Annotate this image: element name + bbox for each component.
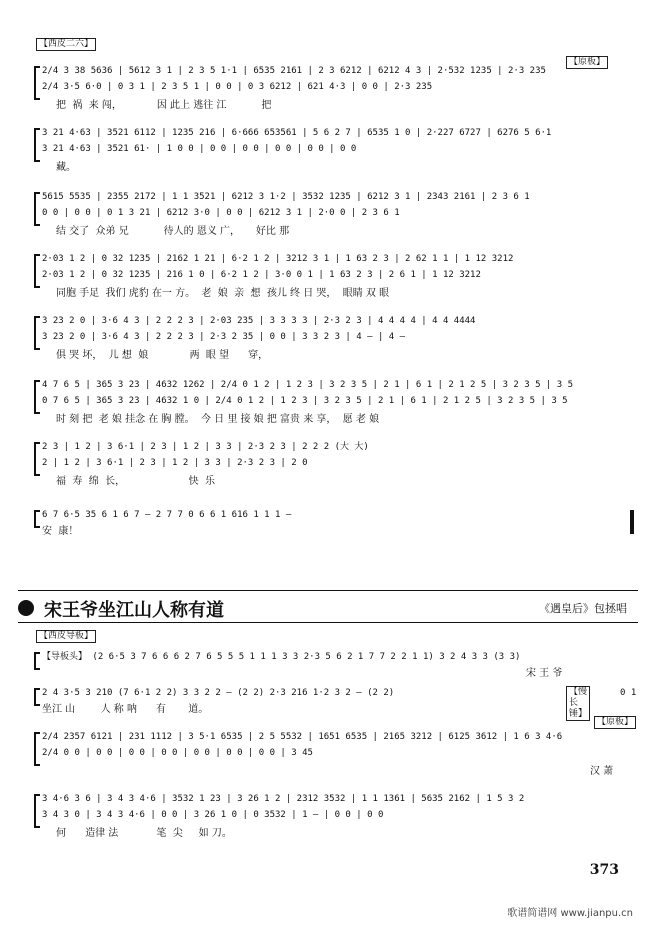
lyrics: 福 寿 绵 长， 快 乐	[56, 476, 216, 487]
lower-staff: 2·03 1 2 | 0 32 1235 | 216 1 0 | 6·2 1 2 | 3·0 0 1 | 1 63 2 3 | 2 6 1 | 1 12 3212	[42, 270, 481, 280]
guard-label: 【慢长锤】	[566, 686, 590, 721]
lyrics: 汉 萧	[590, 766, 614, 777]
lower-staff: 3 21 4·63 | 3521 61· | 1 0 0 | 0 0 | 0 0 | 0 0 | 0 0 | 0 0	[42, 144, 357, 154]
lyrics: 宋 王 爷	[526, 668, 563, 679]
upper-staff: 2·03 1 2 | 0 32 1235 | 2162 1 21 | 6·2 1 2 | 3212 3 1 | 1 63 2 3 | 2 62 1 1 | 1 12 3212	[42, 254, 514, 264]
lower-staff: 2 | 1 2 | 3 6·1 | 2 3 | 1 2 | 3 3 | 2·3 2 3 | 2 0	[42, 458, 308, 468]
lower-staff: 0 1	[620, 688, 637, 698]
lyrics: 结 交了 众弟 兄 待人的 恩义 广， 好比 那	[56, 226, 290, 237]
upper-staff: 3 23 2 0 | 3·6 4 3 | 2 2 2 3 | 2·03 235 | 3 3 3 3 | 2·3 2 3 | 4 4 4 4 | 4 4 4444	[42, 316, 476, 326]
lyrics: 俱 哭 坏， 儿 想 娘 两 眼 望 穿，	[56, 350, 269, 361]
section-label: 【西皮二六】	[36, 38, 96, 51]
upper-staff: 2 3 | 1 2 | 3 6·1 | 2 3 | 1 2 | 3 3 | 2·3 2 3 | 2 2 2 (大 大)	[42, 442, 369, 452]
lyrics: 何 造律 法 笔 尖 如 刀。	[56, 828, 232, 839]
upper-staff: 3 21 4·63 | 3521 6112 | 1235 216 | 6·666 653561 | 5 6 2 7 | 6535 1 0 | 2·227 6727 | 6276 5 6·1	[42, 128, 552, 138]
tempo-label: 【原板】	[594, 716, 636, 729]
upper-staff: 2 4 3·5 3 210 (7 6·1 2 2) 3 3 2 2 — (2 2) 2·3 216 1·2 3 2 — (2 2)	[42, 688, 395, 698]
lower-staff: 0 0 | 0 0 | 0 1 3 21 | 6212 3·0 | 0 0 | 6212 3 1 | 2·0 0 | 2 3 6 1	[42, 208, 400, 218]
lyrics: 藏。	[56, 162, 76, 173]
lyrics: 时 刻 把 老 娘 挂念 在 胸 膛。 今 日 里 接 娘 把 富贵 来 享， 愿 老 娘	[56, 414, 380, 425]
lower-staff: 2/4 3·5 6·0 | 0 3 1 | 2 3 5 1 | 0 0 | 0 3 6212 | 621 4·3 | 0 0 | 2·3 235	[42, 82, 433, 92]
watermark: 歌谱简谱网 www.jianpu.cn	[507, 908, 633, 919]
song-source: 《遇皇后》包拯唱	[539, 602, 627, 615]
lyrics: 同胞 手足 我们 虎豹 在一 方。 老 娘 亲 想 孩儿 终 日 哭， 眼睛 双 眼	[56, 288, 390, 299]
final-barline	[630, 510, 634, 534]
section-rule	[18, 590, 638, 591]
upper-staff: 3 4·6 3 6 | 3 4 3 4·6 | 3532 1 23 | 3 26 1 2 | 2312 3532 | 1 1 1361 | 5635 2162 | 1 5 3 2	[42, 794, 525, 804]
lower-staff: 3 4 3 0 | 3 4 3 4·6 | 0 0 | 3 26 1 0 | 0 3532 | 1 — | 0 0 | 0 0	[42, 810, 384, 820]
bullet-icon	[18, 600, 34, 616]
lyrics: 安 康！	[42, 526, 79, 537]
upper-staff: 【导板头】 (2 6·5 3 7 6 6 6 2 7 6 5 5 5 1 1 1 3 3 2·3 5 6 2 1 7 7 2 2 1 1) 3 2 4 3 3 (3 3)	[42, 652, 521, 662]
title-rule	[18, 622, 638, 623]
upper-staff: 2/4 2357 6121 | 231 1112 | 3 5·1 6535 | 2 5 5532 | 1651 6535 | 2165 3212 | 6125 3612 | 1 6 3 4·6	[42, 732, 563, 742]
section-label: 【西皮导板】	[36, 630, 96, 643]
lyrics: 坐江 山 人 称 呐 有 道。	[42, 704, 209, 715]
upper-staff: 6 7 6·5 35 6 1 6 7 — 2 7 7 0 6 6 1 616 1 1 1 —	[42, 510, 292, 520]
song-title: 宋王爷坐江山人称有道	[44, 600, 224, 621]
lower-staff: 3 23 2 0 | 3·6 4 3 | 2 2 2 3 | 2·3 2 35 | 0 0 | 3 3 2 3 | 4 — | 4 —	[42, 332, 406, 342]
lower-staff: 0 7 6 5 | 365 3 23 | 4632 1 0 | 2/4 0 1 2 | 1 2 3 | 3 2 3 5 | 2 1 | 6 1 | 2 1 2 5 | 3 2 3 5 | 3 5	[42, 396, 568, 406]
page-number: 373	[589, 862, 619, 878]
tempo-label: 【原板】	[566, 56, 608, 69]
upper-staff: 2/4 3 38 5636 | 5612 3 1 | 2 3 5 1·1 | 6535 2161 | 2 3 6212 | 6212 4 3 | 2·532 1235 | 2·3 235	[42, 66, 546, 76]
lyrics: 把 祸 来 闯， 因 此上 逃往 江 把	[56, 100, 272, 111]
upper-staff: 5615 5535 | 2355 2172 | 1 1 3521 | 6212 3 1·2 | 3532 1235 | 6212 3 1 | 2343 2161 | 2 3 6 1	[42, 192, 530, 202]
lower-staff: 2/4 0 0 | 0 0 | 0 0 | 0 0 | 0 0 | 0 0 | 0 0 | 3 45	[42, 748, 313, 758]
upper-staff: 4 7 6 5 | 365 3 23 | 4632 1262 | 2/4 0 1 2 | 1 2 3 | 3 2 3 5 | 2 1 | 6 1 | 2 1 2 5 | 3 2 3 5 | 3 5	[42, 380, 574, 390]
